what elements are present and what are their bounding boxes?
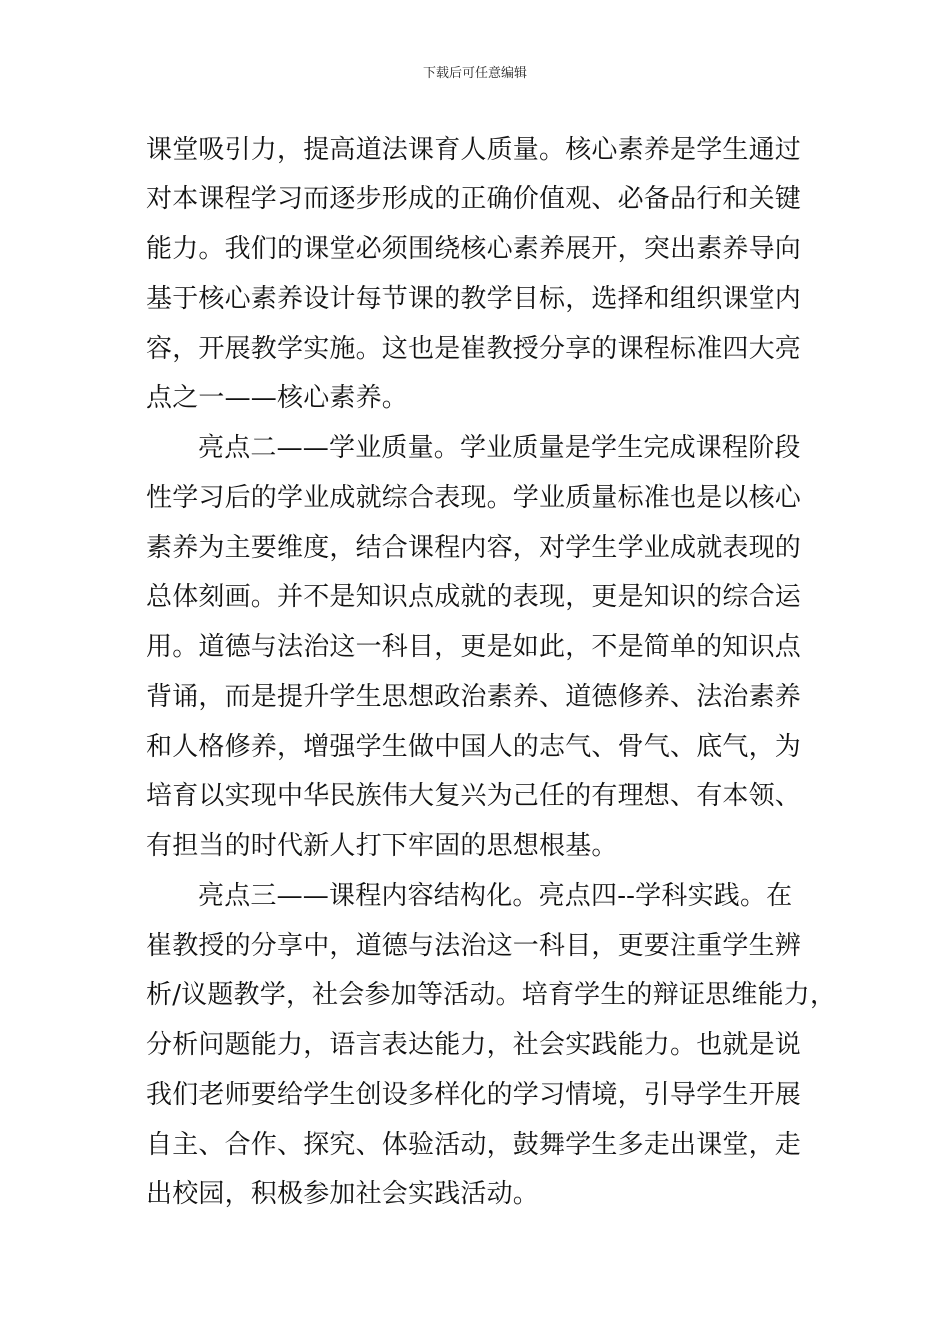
text-line: 出校园，积极参加社会实践活动。 (146, 1179, 540, 1209)
text-line: 基于核心素养设计每节课的教学目标，选择和组织课堂内 (146, 284, 802, 314)
paragraph-start-line: 亮点二——学业质量。学业质量是学生完成课程阶段 (198, 433, 801, 463)
text-line: 用。道德与法治这一科目，更是如此，不是简单的知识点 (146, 632, 802, 662)
text-line: 素养为主要维度，结合课程内容，对学生学业成就表现的 (146, 533, 802, 563)
paragraph-start-line: 亮点三——课程内容结构化。亮点四--学科实践。在 (198, 881, 793, 911)
text-line: 分析问题能力，语言表达能力，社会实践能力。也就是说 (146, 1030, 802, 1060)
text-line: 背诵，而是提升学生思想政治素养、道德修养、法治素养 (146, 682, 802, 712)
text-line: 能力。我们的课堂必须围绕核心素养展开，突出素养导向 (146, 234, 802, 264)
text-line: 课堂吸引力，提高道法课育人质量。核心素养是学生通过 (146, 135, 802, 165)
page-header-note: 下载后可任意编辑 (422, 66, 527, 81)
text-line: 培育以实现中华民族伟大复兴为己任的有理想、有本领、 (146, 781, 802, 811)
text-line: 点之一——核心素养。 (146, 383, 409, 413)
text-line: 崔教授的分享中，道德与法治这一科目，更要注重学生辨 (146, 931, 802, 961)
text-line: 和人格修养，增强学生做中国人的志气、骨气、底气，为 (146, 732, 802, 762)
text-line: 有担当的时代新人打下牢固的思想根基。 (146, 831, 618, 861)
text-line: 自主、合作、探究、体验活动，鼓舞学生多走出课堂，走 (146, 1130, 802, 1160)
text-line: 析/议题教学，社会参加等活动。培育学生的辩证思维能力， (146, 980, 837, 1010)
text-line: 容，开展教学实施。这也是崔教授分享的课程标准四大亮 (146, 334, 802, 364)
text-line: 性学习后的学业成就综合表现。学业质量标准也是以核心 (146, 483, 802, 513)
text-line: 总体刻画。并不是知识点成就的表现，更是知识的综合运 (146, 582, 802, 612)
text-line: 对本课程学习而逐步形成的正确价值观、必备品行和关键 (146, 184, 802, 214)
text-line: 我们老师要给学生创设多样化的学习情境，引导学生开展 (146, 1080, 802, 1110)
